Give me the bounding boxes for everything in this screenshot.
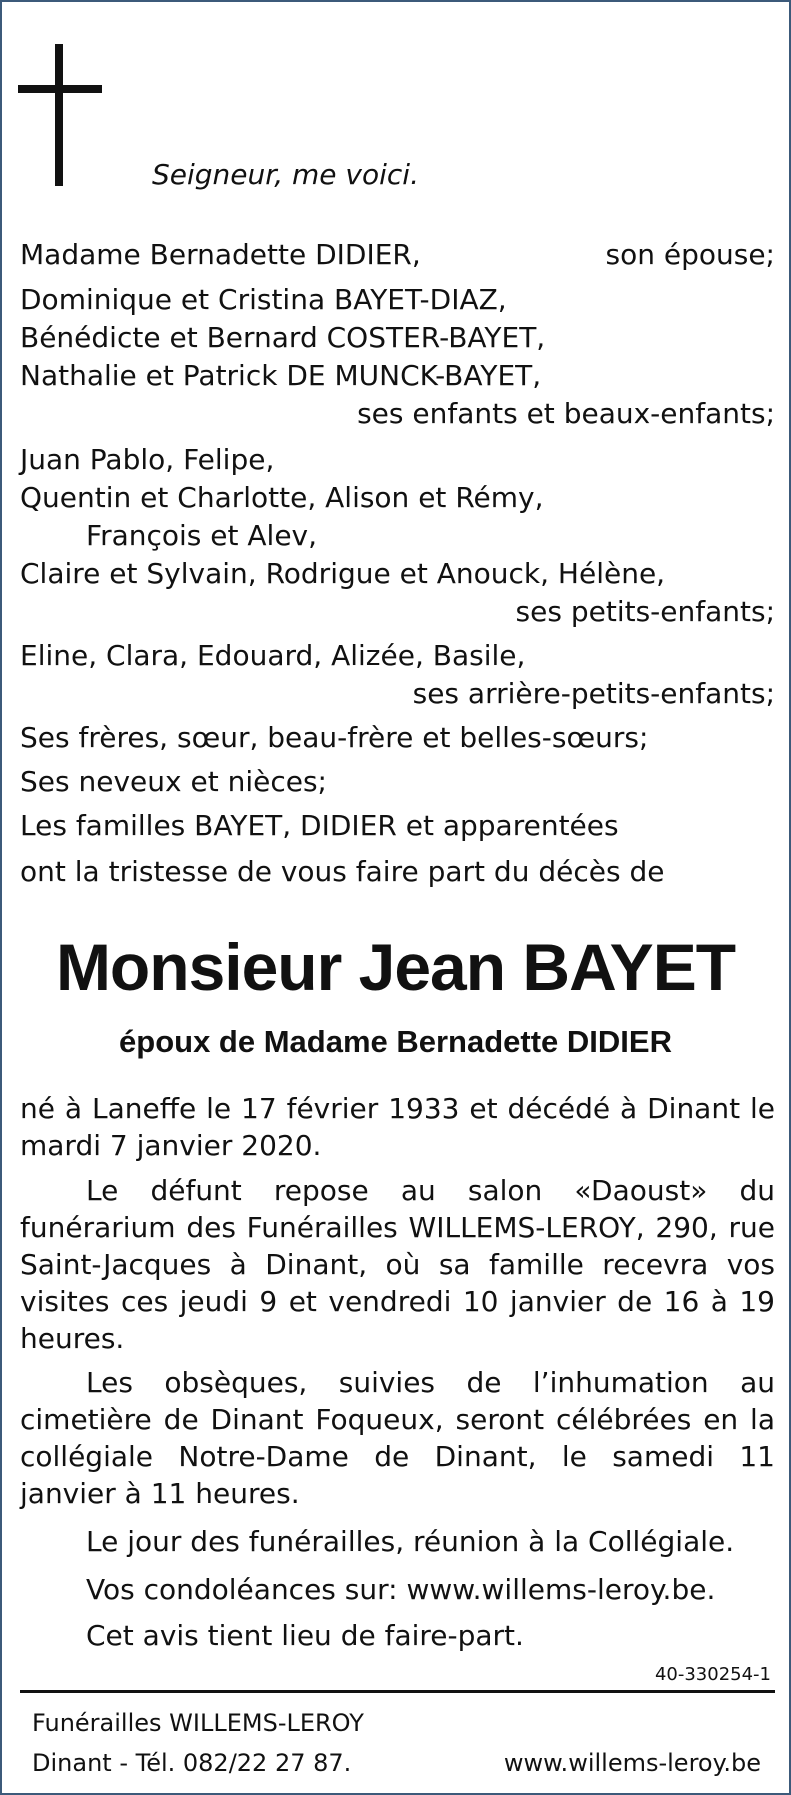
spouse-role: son épouse; bbox=[605, 238, 775, 271]
funeral-paragraph bbox=[20, 1364, 775, 1512]
great-grandchildren: Eline, Clara, Edouard, Alizée, Basile, bbox=[20, 639, 526, 672]
deceased-name: Monsieur Jean BAYET bbox=[55, 930, 736, 1004]
grandchild-line: Claire et Sylvain, Rodrigue et Anouck, Hélène, bbox=[20, 557, 666, 590]
announce-line: ont la tristesse de vous faire part du décès de bbox=[20, 855, 665, 888]
families-line: Les familles BAYET, DIDIER et apparentées bbox=[20, 809, 619, 842]
grandchildren-role: ses petits-enfants; bbox=[515, 595, 775, 628]
siblings-line: Ses frères, sœur, beau-frère et belles-sœurs; bbox=[20, 721, 649, 754]
footer-contact: Dinant - Tél. 082/22 27 87. bbox=[32, 1749, 352, 1777]
reference-number: 40-330254-1 bbox=[654, 1664, 771, 1685]
notice-line: Cet avis tient lieu de faire-part. bbox=[86, 1619, 524, 1652]
viewing-paragraph bbox=[20, 1172, 775, 1357]
grandchild-line: François et Alev, bbox=[86, 519, 318, 552]
great-grandchildren-role: ses arrière-petits-enfants; bbox=[412, 677, 775, 710]
child-line: Nathalie et Patrick DE MUNCK-BAYET, bbox=[20, 359, 542, 392]
deceased-subtitle: époux de Madame Bernadette DIDIER bbox=[119, 1024, 672, 1059]
children-role: ses enfants et beaux-enfants; bbox=[357, 397, 775, 430]
child-line: Dominique et Cristina BAYET-DIAZ, bbox=[20, 283, 507, 316]
grandchild-line: Quentin et Charlotte, Alison et Rémy, bbox=[20, 481, 544, 514]
footer-company: Funérailles WILLEMS-LEROY bbox=[32, 1709, 364, 1737]
funeral-text: Les obsèques, suivies de l’inhumation au cimetière de Dinant Foqueux, seront célébrées en la collégiale Notre-Dame de Dinant, le samedi 11 janvier à 11 heures. bbox=[20, 1366, 775, 1510]
meeting-line: Le jour des funérailles, réunion à la Collégiale. bbox=[86, 1525, 735, 1558]
birth-paragraph bbox=[20, 1090, 775, 1164]
birth-text: né à Laneffe le 17 février 1933 et décédé à Dinant le mardi 7 janvier 2020. bbox=[20, 1092, 775, 1162]
condolences-line: Vos condoléances sur: www.willems-leroy.be. bbox=[86, 1573, 716, 1606]
viewing-text: Le défunt repose au salon «Daoust» du funérarium des Funérailles WILLEMS-LEROY, 290, rue Saint-Jacques à Dinant, où sa famille recevra vos visites ces jeudi 9 et vendredi 10 janvier de 16 à 19 heures. bbox=[20, 1174, 775, 1355]
motto: Seigneur, me voici. bbox=[152, 158, 419, 191]
footer-website[interactable]: www.willems-leroy.be bbox=[503, 1749, 761, 1777]
nephews-line: Ses neveux et nièces; bbox=[20, 765, 327, 798]
cross-icon bbox=[18, 44, 102, 186]
grandchild-line: Juan Pablo, Felipe, bbox=[20, 443, 275, 476]
spouse-name: Madame Bernadette DIDIER, bbox=[20, 238, 421, 271]
footer-divider bbox=[20, 1690, 775, 1693]
child-line: Bénédicte et Bernard COSTER-BAYET, bbox=[20, 321, 546, 354]
